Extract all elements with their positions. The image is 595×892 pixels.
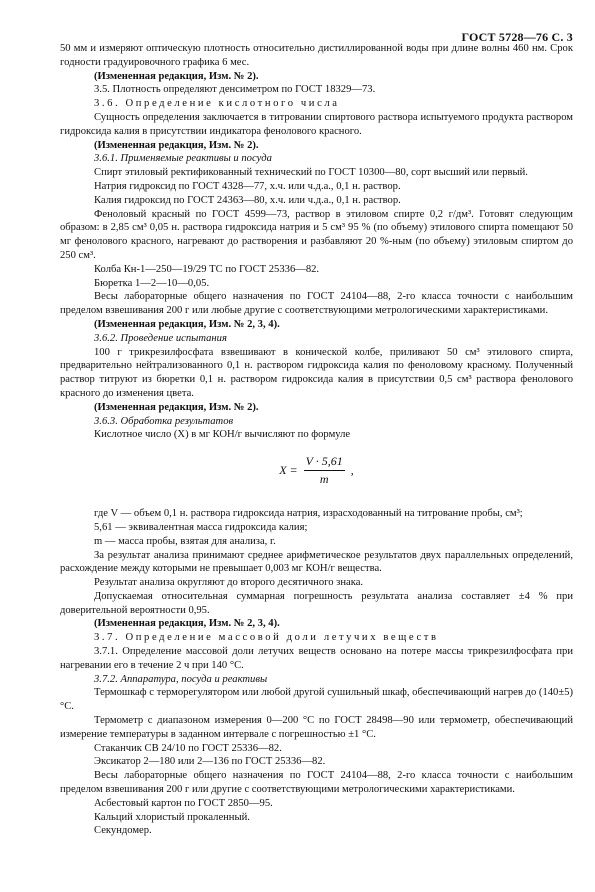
formula-numerator: V · 5,61: [304, 454, 345, 471]
formula-acid-number: [60, 454, 573, 487]
text-block-lower: [60, 507, 573, 838]
paragraph: где V — объем 0,1 н. раствора гидроксида натрия, израсходованный на титрование пробы, см³;: [94, 508, 523, 520]
paragraph: (Измененная редакция, Изм. № 2, 3, 4).: [94, 318, 280, 330]
document-body: [60, 42, 573, 838]
paragraph: Колба Кн-1—250—19/29 ТС по ГОСТ 25336—82.: [94, 263, 320, 275]
paragraph: Натрия гидроксид по ГОСТ 4328—77, х.ч. или ч.д.а., 0,1 н. раствор.: [94, 180, 401, 192]
paragraph: Секундомер.: [94, 825, 152, 837]
paragraph: Феноловый красный по ГОСТ 4599—73, раствор в этиловом спирте 0,2 г/дм³. Готовят следующим образом: в 2,85 см³ 0,05 н. раствора гидроксида натрия и 5 см³ 95 % (по объему) этилового спирта помещают 50 мг фенолового красного, нагревают до растворения и разбавляют 20 %-ным (по объему) этиловым спиртом до 250 см³.: [60, 208, 573, 261]
text-block-upper: [60, 42, 573, 442]
paragraph: (Измененная редакция, Изм. № 2, 3, 4).: [94, 618, 280, 630]
paragraph: 3.6.3. Обработка результатов: [94, 415, 234, 427]
paragraph: 3.5. Плотность определяют денсиметром по ГОСТ 18329—73.: [94, 84, 376, 96]
formula-fraction: [304, 454, 345, 487]
formula-lhs: X =: [279, 463, 298, 478]
paragraph: Весы лабораторные общего назначения по ГОСТ 24104—88, 2-го класса точности с наибольшим пределом взвешивания 200 г или другие с соответствующими метрологическими характеристиками.: [60, 770, 573, 796]
paragraph: 5,61 — эквивалентная масса гидроксида калия;: [94, 521, 308, 533]
paragraph: Термометр с диапазоном измерения 0—200 °С по ГОСТ 28498—90 или термометр, обеспечивающий измерение температуры в заданном интервале с погрешностью ±1 °С.: [60, 715, 573, 740]
paragraph: Калия гидроксид по ГОСТ 24363—80, х.ч. или ч.д.а., 0,1 н. раствор.: [94, 194, 401, 206]
paragraph: Асбестовый картон по ГОСТ 2850—95.: [94, 797, 273, 809]
paragraph: Кислотное число (X) в мг КОН/г вычисляют по формуле: [94, 429, 351, 441]
formula-tail: ,: [350, 463, 354, 478]
paragraph: m — масса пробы, взятая для анализа, г.: [94, 535, 276, 547]
paragraph: 100 г трикрезилфосфата взвешивают в конической колбе, приливают 50 см³ этилового спирта, предварительно нейтрализованного 0,1 н. раствором гидроксида калия по феноловому красному. Полученный раствор титруют из бюретки 0,1 н. раствором гидроксида калия в присутствии 0,5 см³ раствора фенолового красного до изменения цвета.: [60, 346, 573, 399]
paragraph: Допускаемая относительная суммарная погрешность результата анализа составляет ±4 % при доверительной вероятности 0,95.: [60, 590, 573, 616]
page-header: ГОСТ 5728—76 С. 3: [461, 30, 573, 44]
paragraph: 3.6.2. Проведение испытания: [94, 332, 227, 344]
paragraph: (Измененная редакция, Изм. № 2).: [94, 70, 259, 82]
paragraph: 3.6.1. Применяемые реактивы и посуда: [94, 153, 272, 165]
paragraph: 3.6. Определение кислотного числа: [94, 98, 340, 110]
paragraph: 3.7.1. Определение массовой доли летучих веществ основано на потере массы трикрезилфосфата при нагревании его в течение 2 ч при 140 °С.: [60, 646, 573, 671]
paragraph: Весы лабораторные общего назначения по ГОСТ 24104—88, 2-го класса точности с наибольшим пределом взвешивания 200 г или любые другие с соответствующими метрологическими характеристиками.: [60, 291, 573, 317]
paragraph: Бюретка 1—2—10—0,05.: [94, 277, 210, 289]
paragraph: 3.7. Определение массовой доли летучих веществ: [94, 632, 439, 644]
paragraph: Термошкаф с терморегулятором или любой другой сушильный шкаф, обеспечивающий нагрев до (140±5) °С.: [60, 687, 573, 713]
paragraph: Кальций хлористый прокаленный.: [94, 811, 250, 823]
paragraph: Спирт этиловый ректификованный технический по ГОСТ 10300—80, сорт высший или первый.: [94, 167, 528, 179]
paragraph: Эксикатор 2—180 или 2—136 по ГОСТ 25336—82.: [94, 756, 326, 768]
paragraph: (Измененная редакция, Изм. № 2).: [94, 401, 259, 413]
formula-denominator: m: [319, 472, 329, 487]
paragraph: 50 мм и измеряют оптическую плотность относительно дистиллированной воды при длине волны 460 нм. Срок годности градуировочного графика 6 мес.: [60, 43, 573, 68]
paragraph: Сущность определения заключается в титровании спиртового раствора испытуемого продукта раствором гидроксида калия в присутствии индикатора фенолового красного.: [60, 111, 573, 137]
paragraph: Стаканчик СВ 24/10 по ГОСТ 25336—82.: [94, 742, 282, 754]
paragraph: (Измененная редакция, Изм. № 2).: [94, 139, 259, 151]
paragraph: За результат анализа принимают среднее арифметическое результатов двух параллельных определений, расхождение между которыми не превышает 0,003 мг КОН/г вещества.: [60, 549, 573, 575]
paragraph: 3.7.2. Аппаратура, посуда и реактивы: [94, 673, 268, 685]
paragraph: Результат анализа округляют до второго десятичного знака.: [94, 577, 364, 589]
